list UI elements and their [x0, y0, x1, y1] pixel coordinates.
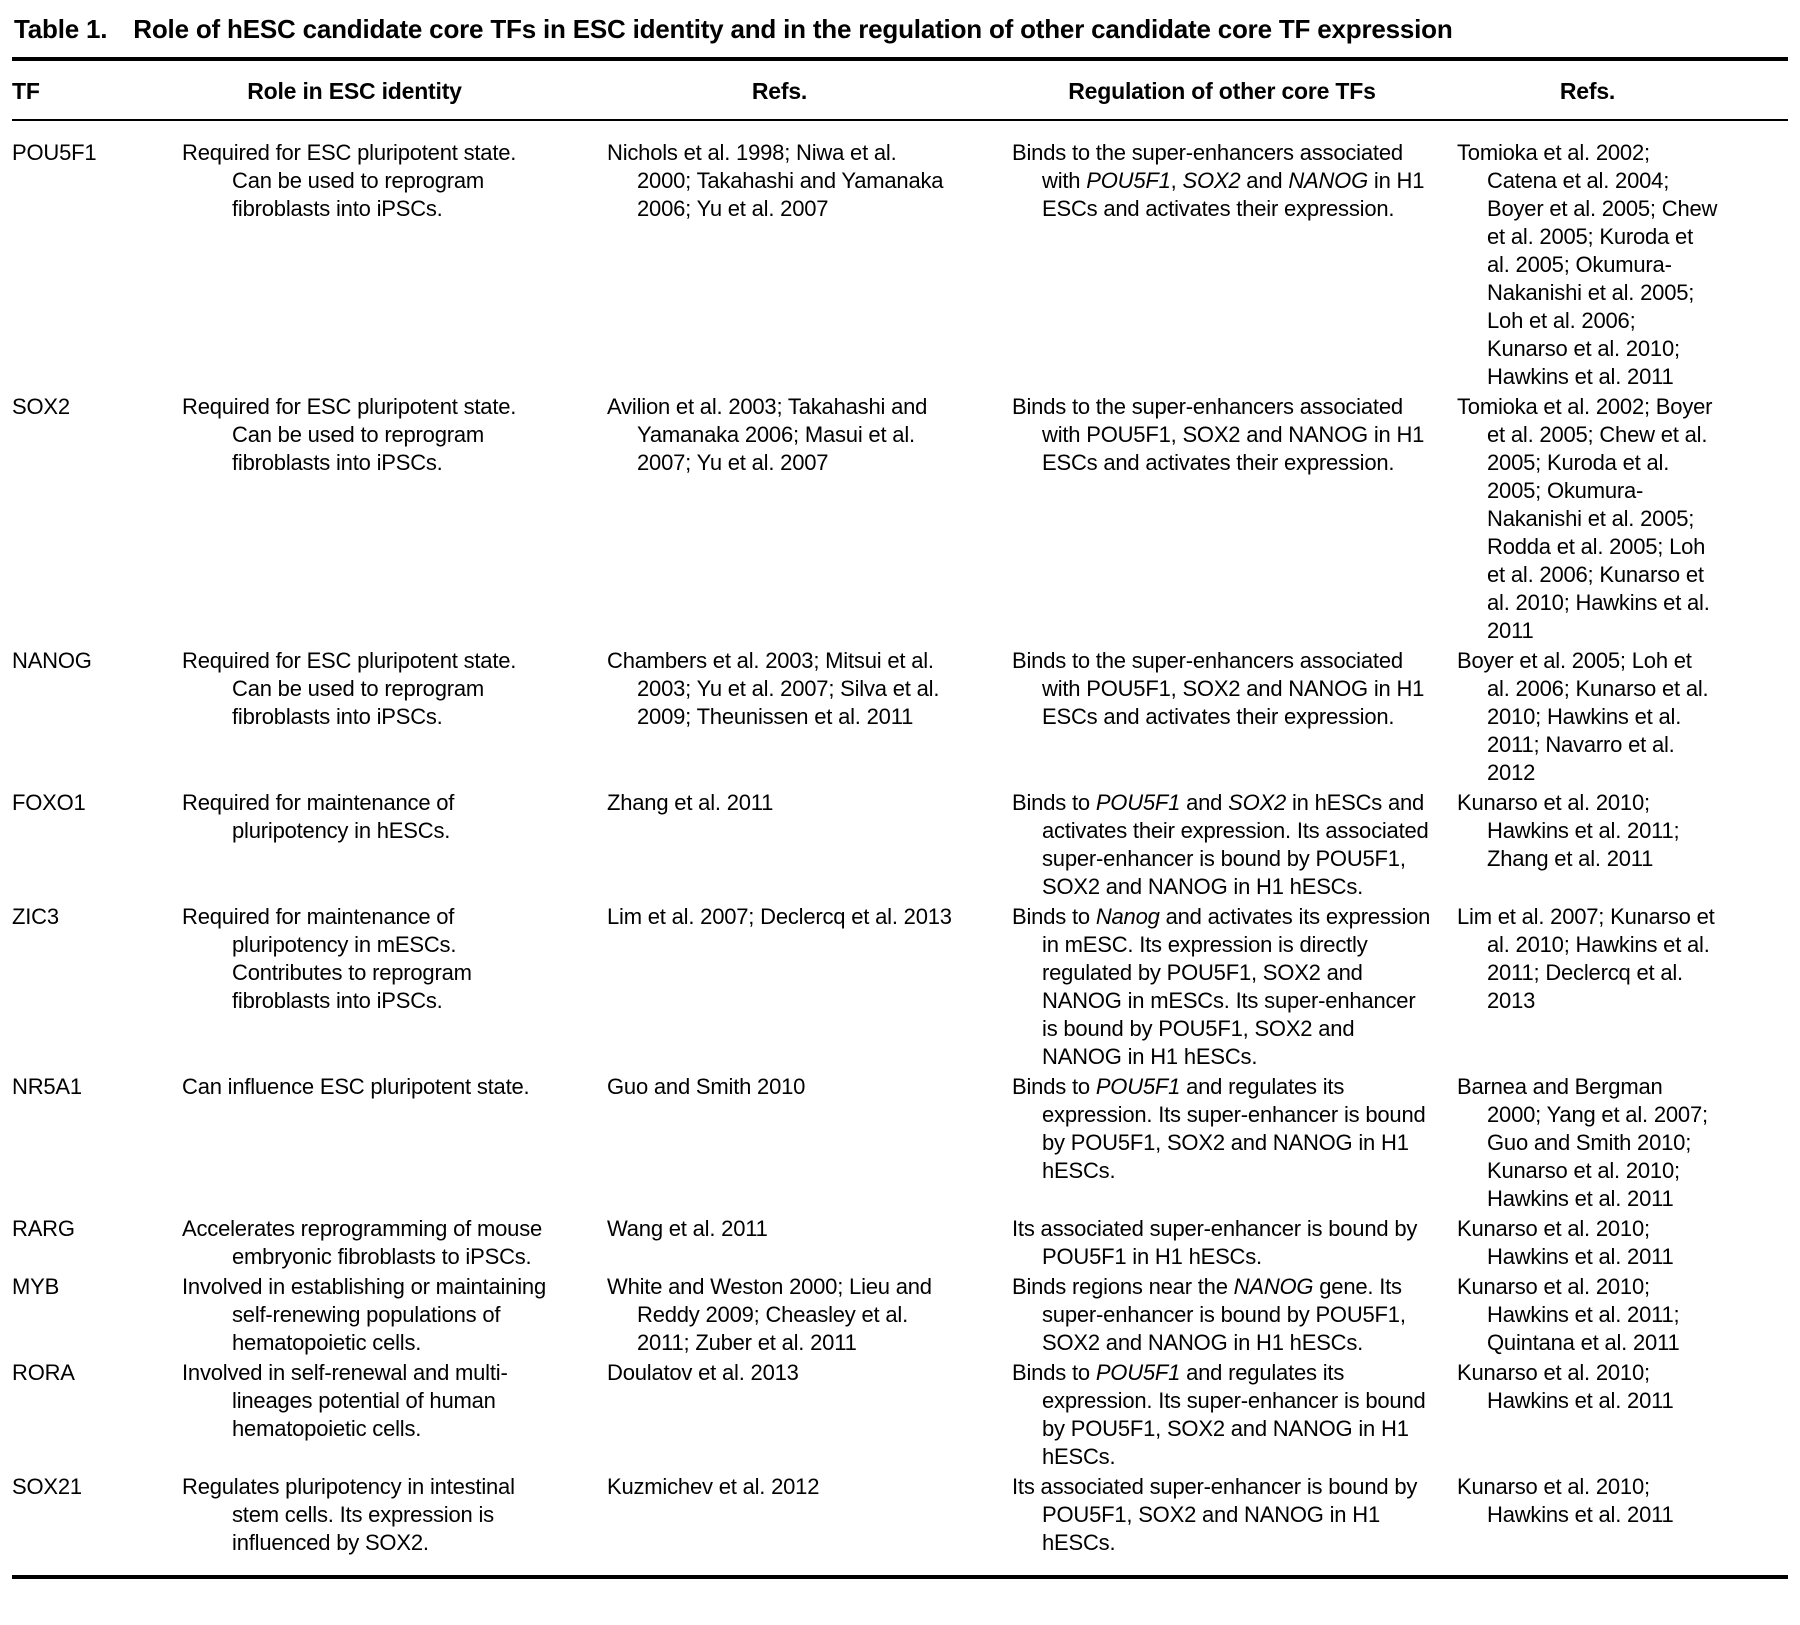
table-row: [12, 1073, 1788, 1215]
table-row: [12, 393, 1788, 647]
regulation-cell: Binds to the super-enhancers associated with POU5F1, SOX2 and NANOG in H1 ESCs and activates their expression.: [1012, 140, 1425, 221]
regulation-refs-cell: Kunarso et al. 2010; Hawkins et al. 2011; Quintana et al. 2011: [1457, 1274, 1680, 1355]
role-refs-cell: Wang et al. 2011: [607, 1216, 768, 1241]
regulation-refs-cell: Kunarso et al. 2010; Hawkins et al. 2011; Zhang et al. 2011: [1457, 790, 1680, 871]
table-row: [12, 1473, 1788, 1559]
table-row: [12, 1273, 1788, 1359]
role-refs-cell: Lim et al. 2007; Declercq et al. 2013: [607, 904, 952, 929]
regulation-refs-cell: Boyer et al. 2005; Loh et al. 2006; Kunarso et al. 2010; Hawkins et al. 2011; Navarro et al. 2012: [1457, 648, 1709, 785]
regulation-refs-cell: Lim et al. 2007; Kunarso et al. 2010; Hawkins et al. 2011; Declercq et al. 2013: [1457, 904, 1715, 1013]
table-row: [12, 647, 1788, 789]
column-header-role-refs: Refs.: [607, 61, 1012, 120]
role-cell: Can influence ESC pluripotent state.: [182, 1074, 530, 1099]
tf-cell: NR5A1: [12, 1074, 82, 1099]
tf-cell: MYB: [12, 1274, 60, 1299]
role-cell: Required for maintenance of pluripotency in hESCs.: [182, 790, 455, 843]
table-row: [12, 1215, 1788, 1273]
regulation-cell: Its associated super-enhancer is bound by POU5F1 in H1 hESCs.: [1012, 1216, 1418, 1269]
role-refs-cell: Nichols et al. 1998; Niwa et al. 2000; Takahashi and Yamanaka 2006; Yu et al. 2007: [607, 140, 944, 221]
regulation-cell: Binds to the super-enhancers associated with POU5F1, SOX2 and NANOG in H1 ESCs and activates their expression.: [1012, 648, 1425, 729]
table-caption-text: Role of hESC candidate core TFs in ESC identity and in the regulation of other candidate core TF expression: [133, 14, 1453, 44]
tf-cell: FOXO1: [12, 790, 86, 815]
table-header-row: [12, 61, 1788, 120]
tf-cell: NANOG: [12, 648, 92, 673]
tf-cell: POU5F1: [12, 140, 97, 165]
regulation-cell: Binds to POU5F1 and regulates its expression. Its super-enhancer is bound by POU5F1, SOX2 and NANOG in H1 hESCs.: [1012, 1360, 1426, 1469]
regulation-refs-cell: Tomioka et al. 2002; Boyer et al. 2005; Chew et al. 2005; Kuroda et al. 2005; Okumura-Nakanishi et al. 2005; Rodda et al. 2005; Loh et al. 2006; Kunarso et al. 2010; Hawkins et al. 2011: [1457, 394, 1713, 643]
role-refs-cell: Zhang et al. 2011: [607, 790, 774, 815]
table-row: [12, 903, 1788, 1073]
regulation-cell: Binds to POU5F1 and SOX2 in hESCs and activates their expression. Its associated super-enhancer is bound by POU5F1, SOX2 and NANOG in H1 hESCs.: [1012, 790, 1429, 899]
tf-table: [12, 61, 1788, 1559]
tf-cell: ZIC3: [12, 904, 59, 929]
regulation-cell: Binds to the super-enhancers associated with POU5F1, SOX2 and NANOG in H1 ESCs and activates their expression.: [1012, 394, 1425, 475]
regulation-refs-cell: Barnea and Bergman 2000; Yang et al. 2007; Guo and Smith 2010; Kunarso et al. 2010; Hawkins et al. 2011: [1457, 1074, 1708, 1211]
role-refs-cell: Doulatov et al. 2013: [607, 1360, 799, 1385]
role-cell: Required for ESC pluripotent state. Can be used to reprogram fibroblasts into iPSCs.: [182, 394, 517, 475]
regulation-cell: Binds to Nanog and activates its expression in mESC. Its expression is directly regulated by POU5F1, SOX2 and NANOG in mESCs. Its super-enhancer is bound by POU5F1, SOX2 and NANOG in H1 hESCs.: [1012, 904, 1431, 1069]
bottom-rule: [12, 1575, 1788, 1579]
regulation-cell: Binds to POU5F1 and regulates its expression. Its super-enhancer is bound by POU5F1, SOX2 and NANOG in H1 hESCs.: [1012, 1074, 1426, 1183]
column-header-role: Role in ESC identity: [152, 61, 607, 120]
table-row: [12, 120, 1788, 393]
role-cell: Accelerates reprogramming of mouse embryonic fibroblasts to iPSCs.: [182, 1216, 543, 1269]
regulation-refs-cell: Kunarso et al. 2010; Hawkins et al. 2011: [1457, 1216, 1674, 1269]
tf-cell: SOX2: [12, 394, 70, 419]
table-caption-label: Table 1.: [14, 14, 108, 44]
table-caption: [12, 10, 1788, 57]
tf-cell: RORA: [12, 1360, 75, 1385]
regulation-cell: Binds regions near the NANOG gene. Its super-enhancer is bound by POU5F1, SOX2 and NANOG in H1 hESCs.: [1012, 1274, 1406, 1355]
column-header-regulation: Regulation of other core TFs: [1012, 61, 1457, 120]
regulation-refs-cell: Tomioka et al. 2002; Catena et al. 2004; Boyer et al. 2005; Chew et al. 2005; Kuroda et al. 2005; Okumura-Nakanishi et al. 2005; Loh et al. 2006; Kunarso et al. 2010; Hawkins et al. 2011: [1457, 140, 1718, 389]
role-cell: Required for ESC pluripotent state. Can be used to reprogram fibroblasts into iPSCs.: [182, 140, 517, 221]
role-cell: Required for maintenance of pluripotency in mESCs. Contributes to reprogram fibroblasts into iPSCs.: [182, 904, 472, 1013]
tf-cell: RARG: [12, 1216, 75, 1241]
column-header-tf: TF: [12, 61, 152, 120]
regulation-refs-cell: Kunarso et al. 2010; Hawkins et al. 2011: [1457, 1360, 1674, 1413]
regulation-refs-cell: Kunarso et al. 2010; Hawkins et al. 2011: [1457, 1474, 1674, 1527]
table-row: [12, 1359, 1788, 1473]
column-header-regulation-refs: Refs.: [1457, 61, 1788, 120]
role-refs-cell: Avilion et al. 2003; Takahashi and Yamanaka 2006; Masui et al. 2007; Yu et al. 2007: [607, 394, 928, 475]
role-cell: Regulates pluripotency in intestinal stem cells. Its expression is influenced by SOX2.: [182, 1474, 515, 1555]
table-row: [12, 789, 1788, 903]
role-refs-cell: White and Weston 2000; Lieu and Reddy 2009; Cheasley et al. 2011; Zuber et al. 2011: [607, 1274, 932, 1355]
regulation-cell: Its associated super-enhancer is bound by POU5F1, SOX2 and NANOG in H1 hESCs.: [1012, 1474, 1418, 1555]
role-refs-cell: Chambers et al. 2003; Mitsui et al. 2003; Yu et al. 2007; Silva et al. 2009; Theunissen et al. 2011: [607, 648, 940, 729]
role-cell: Required for ESC pluripotent state. Can be used to reprogram fibroblasts into iPSCs.: [182, 648, 517, 729]
role-cell: Involved in self-renewal and multi-lineages potential of human hematopoietic cells.: [182, 1360, 508, 1441]
role-refs-cell: Kuzmichev et al. 2012: [607, 1474, 820, 1499]
role-cell: Involved in establishing or maintaining self-renewing populations of hematopoietic cells.: [182, 1274, 546, 1355]
role-refs-cell: Guo and Smith 2010: [607, 1074, 806, 1099]
tf-cell: SOX21: [12, 1474, 82, 1499]
